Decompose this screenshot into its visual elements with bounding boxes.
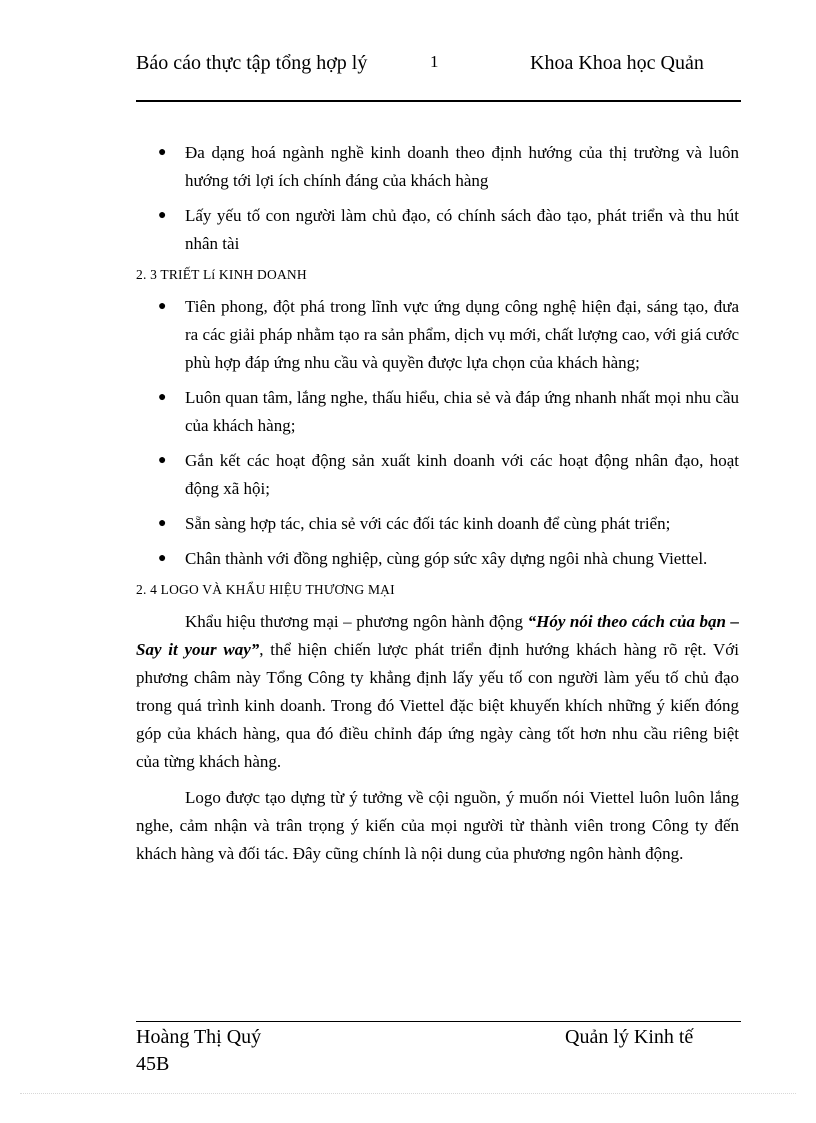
bullet-icon: ● [158, 390, 167, 405]
footer-major: Quản lý Kinh tế [565, 1026, 694, 1048]
list-item-text: Sẵn sàng hợp tác, chia sẻ với các đối tác kinh doanh để cùng phát triển; [185, 514, 671, 533]
list-item [136, 139, 739, 195]
section-heading-business-philosophy: 2. 3 TRIẾT Lí KINH DOANH [136, 267, 307, 282]
list-item-text: Gắn kết các hoạt động sản xuất kinh doanh với các hoạt động nhân đạo, hoạt động xã hội; [185, 451, 739, 498]
logo-paragraph: Logo được tạo dựng từ ý tưởng về cội nguồn, ý muốn nói Viettel luôn luôn lắng nghe, cảm nhận và trân trọng ý kiến của mọi người từ thành viên trong Công ty đến khách hàng và đối tác. Đây cũng chính là nội dung của phương ngôn hành động. [136, 788, 739, 863]
list-item [136, 447, 739, 503]
list-item-text: Tiên phong, đột phá trong lĩnh vực ứng dụng công nghệ hiện đại, sáng tạo, đưa ra các giải pháp nhằm tạo ra sản phẩm, dịch vụ mới, chất lượng cao, với giá cước phù hợp đáp ứng nhu cầu và quyền được lựa chọn của khách hàng; [185, 297, 739, 372]
list-item [136, 384, 739, 440]
list-item [136, 510, 739, 538]
list-item-text: Chân thành với đồng nghiệp, cùng góp sức xây dựng ngôi nhà chung Viettel. [185, 549, 708, 568]
section-heading-logo-slogan: 2. 4 LOGO VÀ KHẨU HIỆU THƯƠNG MẠI [136, 582, 395, 597]
paragraph-text: Khẩu hiệu thương mại – phương ngôn hành động [185, 612, 528, 631]
bullet-icon: ● [158, 551, 167, 566]
footer-divider [136, 1021, 741, 1022]
list-item-text: Lấy yếu tố con người làm chủ đạo, có chính sách đào tạo, phát triển và thu hút nhân tài [185, 206, 739, 253]
header-page-number: 1 [430, 52, 439, 71]
intro-bullet-list [136, 139, 739, 258]
paragraph-text: , thể hiện chiến lược phát triển định hướng khách hàng rõ rệt. Với phương châm này Tổng Công ty khẳng định lấy yếu tố con người làm yếu tố chủ đạo trong quá trình kinh doanh. Trong đó Viettel đặc biệt khuyến khích những ý kiến đóng góp của khách hàng, qua đó điều chỉnh đáp ứng ngày càng tốt hơn nhu cầu riêng biệt của từng khách hàng. [136, 640, 739, 771]
list-item [136, 545, 739, 573]
philosophy-bullet-list [136, 293, 739, 573]
header-divider [136, 100, 741, 102]
document-body [136, 139, 739, 876]
bullet-icon: ● [158, 208, 167, 223]
header-report-title: Báo cáo thực tập tổng hợp lý [136, 52, 368, 74]
footer-author: Hoàng Thị Quý 45B [136, 1026, 262, 1075]
bullet-icon: ● [158, 453, 167, 468]
header-faculty: Khoa Khoa học Quản [530, 52, 704, 74]
list-item [136, 293, 739, 377]
bullet-icon: ● [158, 145, 167, 160]
list-item [136, 202, 739, 258]
page-bottom-edge [20, 1093, 796, 1094]
slogan-text: “Hóy nói theo cách của bạn – Say it your way” [136, 612, 740, 659]
bullet-icon: ● [158, 516, 167, 531]
bullet-icon: ● [158, 299, 167, 314]
list-item-text: Đa dạng hoá ngành nghề kinh doanh theo định hướng của thị trường và luôn hướng tới lợi ích chính đáng của khách hàng [185, 143, 739, 190]
slogan-paragraph [136, 608, 739, 776]
list-item-text: Luôn quan tâm, lắng nghe, thấu hiểu, chia sẻ và đáp ứng nhanh nhất mọi nhu cầu của khách hàng; [185, 388, 739, 435]
